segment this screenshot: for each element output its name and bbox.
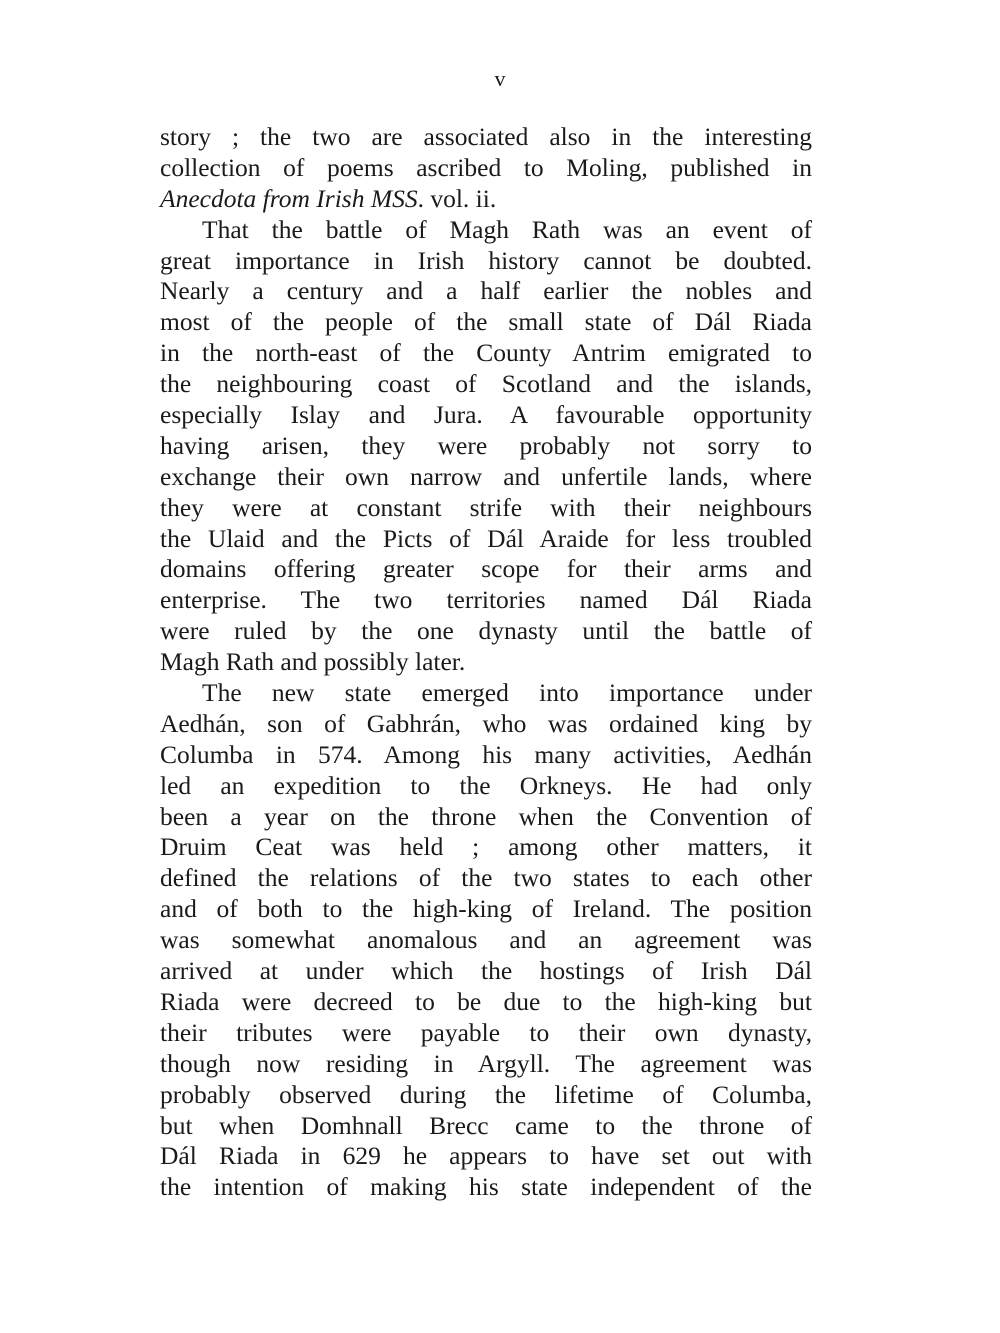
- text-line: [160, 832, 812, 863]
- text-line: [160, 338, 812, 369]
- text-line: [160, 215, 812, 246]
- text-line: [160, 1141, 812, 1172]
- text-line: [160, 647, 812, 678]
- text-line-content: the Ulaid and the Picts of Dál Araide for less troubled: [160, 523, 812, 553]
- text-line-content: probably observed during the lifetime of Columba,: [160, 1079, 812, 1109]
- text-line-content: was somewhat anomalous and an agreement was: [160, 925, 812, 955]
- page-number: v: [494, 66, 506, 91]
- text-line: [160, 524, 812, 555]
- text-line-content: Columba in 574. Among his many activities, Aedhán: [160, 739, 812, 769]
- text-line-content: especially Islay and Jura. A favourable opportunity: [160, 400, 812, 430]
- text-line-content: arrived at under which the hostings of Irish Dál: [160, 956, 812, 986]
- text-line-content: the intention of making his state independent of the: [160, 1172, 812, 1202]
- text-line-content: [160, 184, 812, 215]
- text-line: [160, 925, 812, 956]
- text-line-content: That the battle of Magh Rath was an event of: [202, 214, 812, 244]
- text-line: [160, 771, 812, 802]
- text-line: [160, 709, 812, 740]
- text-line-content: Aedhán, son of Gabhrán, who was ordained king by: [160, 708, 812, 738]
- text-line-content: story ; the two are associated also in the interesting: [160, 122, 812, 151]
- text-line: [160, 369, 812, 400]
- text-line: [160, 276, 812, 307]
- text-line: [160, 1111, 812, 1142]
- text-line: [160, 678, 812, 709]
- text-line: [160, 246, 812, 277]
- text-line: [160, 554, 812, 585]
- text-line-content: collection of poems ascribed to Moling, published in: [160, 152, 812, 182]
- text-line: [160, 802, 812, 833]
- text-line: [160, 153, 812, 184]
- text-line: [160, 1049, 812, 1080]
- text-line-content: exchange their own narrow and unfertile lands, where: [160, 461, 812, 491]
- text-line-content: in the north-east of the County Antrim emigrated to: [160, 338, 812, 368]
- text-line-content: the neighbouring coast of Scotland and the islands,: [160, 369, 812, 399]
- text-line-content: having arisen, they were probably not sorry to: [160, 430, 812, 460]
- text-line-content: but when Domhnall Brecc came to the throne of: [160, 1110, 812, 1140]
- text-line: [160, 431, 812, 462]
- text-line: [160, 184, 812, 215]
- text-line-content: led an expedition to the Orkneys. He had only: [160, 770, 812, 800]
- text-line: [160, 493, 812, 524]
- text-line: [160, 616, 812, 647]
- text-line-content: most of the people of the small state of Dál Riada: [160, 307, 812, 337]
- italic-title: Anecdota from Irish MSS: [160, 183, 418, 213]
- text-line-content: though now residing in Argyll. The agreement was: [160, 1048, 812, 1078]
- text-line-content: Dál Riada in 629 he appears to have set out with: [160, 1141, 812, 1171]
- text-line-content: defined the relations of the two states to each other: [160, 863, 812, 893]
- text-line-content: been a year on the throne when the Convention of: [160, 801, 812, 831]
- text-line-content: Druim Ceat was held ; among other matters, it: [160, 832, 812, 862]
- text-line: [160, 987, 812, 1018]
- text-line: [160, 462, 812, 493]
- text-line: [160, 863, 812, 894]
- text-run: . vol. ii.: [417, 183, 497, 213]
- text-line: [160, 1080, 812, 1111]
- body-text: [160, 122, 812, 1203]
- text-line: [160, 894, 812, 925]
- text-line: [160, 400, 812, 431]
- text-line-content: great importance in Irish history cannot be doubted.: [160, 245, 812, 275]
- text-line-content: their tributes were payable to their own dynasty,: [160, 1017, 812, 1047]
- text-line-content: and of both to the high-king of Ireland. The position: [160, 894, 812, 924]
- text-line-content: The new state emerged into importance under: [202, 678, 812, 708]
- text-line-content: enterprise. The two territories named Dál Riada: [160, 585, 812, 615]
- text-line-content: were ruled by the one dynasty until the battle of: [160, 616, 812, 646]
- text-line: [160, 307, 812, 338]
- text-line: [160, 956, 812, 987]
- text-line-content: Riada were decreed to be due to the high-king but: [160, 986, 812, 1016]
- text-line-content: Magh Rath and possibly later.: [160, 647, 466, 677]
- text-line: [160, 1172, 812, 1203]
- text-line: [160, 122, 812, 153]
- text-line: [160, 1018, 812, 1049]
- text-line-content: Nearly a century and a half earlier the nobles and: [160, 276, 812, 306]
- text-line-content: domains offering greater scope for their arms and: [160, 554, 812, 584]
- text-line-content: they were at constant strife with their neighbours: [160, 492, 812, 522]
- text-line: [160, 740, 812, 771]
- text-line: [160, 585, 812, 616]
